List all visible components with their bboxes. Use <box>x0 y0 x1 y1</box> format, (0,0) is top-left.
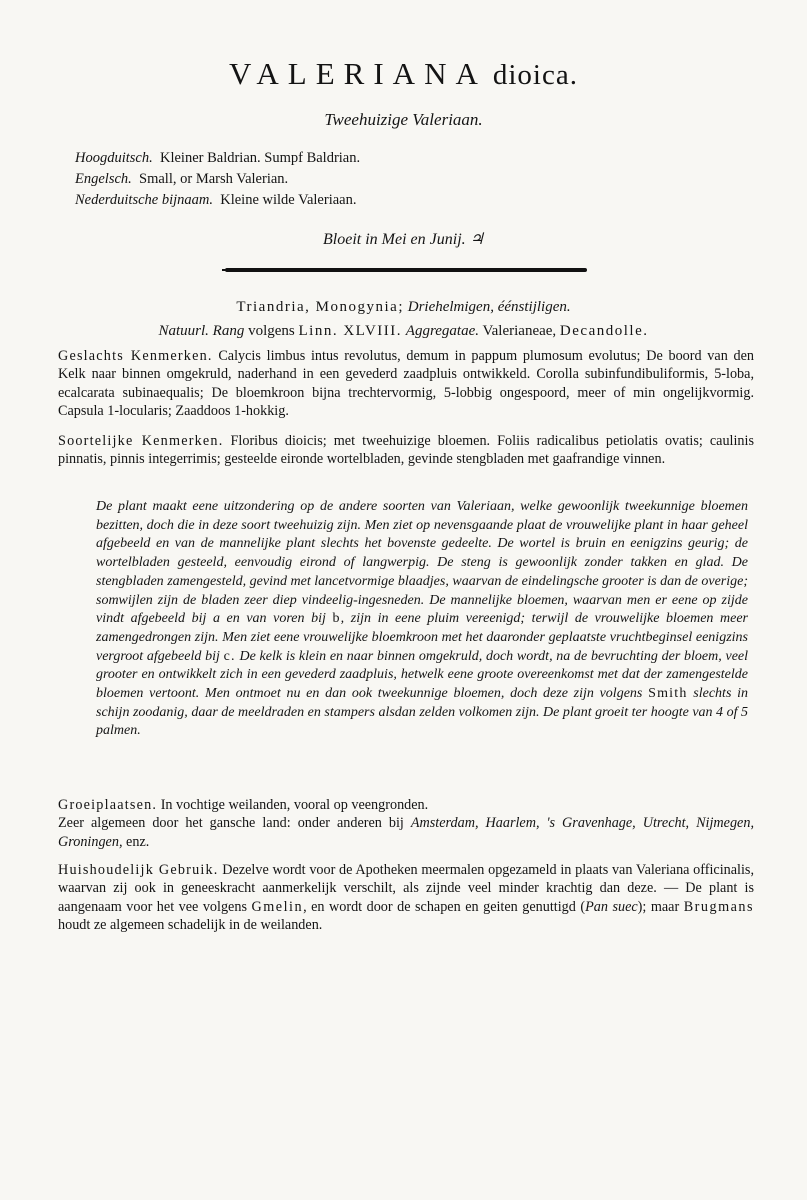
genus-characters-heading: Geslachts Kenmerken. <box>58 348 213 364</box>
dutch-common-name: Tweehuizige Valeriaan. <box>324 110 483 129</box>
classification <box>0 295 807 343</box>
natural-order-text: volgens <box>248 323 295 339</box>
name-line-dutch <box>75 190 675 211</box>
language-label: Nederduitsche bijnaam. <box>75 192 213 208</box>
economic-use-text-1: Dezelve wordt voor de Apotheken meermalen opgezameld in plaats van Valeriana officinalis, waarvan zij ook in geneeskracht aanmerkelijk verschilt, als zijnde veel minder krachtig dan deze. — De plant is aangenaam voor het vee volgens <box>58 862 754 915</box>
economic-use <box>58 861 754 935</box>
linnaean-class-dutch: Driehelmigen, éénstijligen. <box>407 299 571 315</box>
genus-name: VALERIANA <box>229 56 487 91</box>
reference-pan-suec: Pan suec <box>585 898 638 915</box>
divider-rule-tip <box>222 269 228 271</box>
name-line-german <box>75 148 675 169</box>
name-text: Kleiner Baldrian. Sumpf Baldrian. <box>159 150 361 166</box>
classification-line-2 <box>0 319 807 343</box>
note-part-2: , zijn in eene pluim vereenigd; terwijl de vrouwelijke bloemen meer zamengedrongen zijn. Men ziet eene vrouwelijke bloemkroon met het daaronder geplaatste vruchtbeginsel eenigzins vergroot afgebeeld bij <box>96 611 749 664</box>
bloom-period: Bloeit in Mei en Junij. ♃ <box>323 231 484 248</box>
author-gmelin: Gmelin <box>251 898 304 915</box>
language-label: Hoogduitsch. <box>75 150 153 166</box>
natural-order-label: Natuurl. Rang <box>158 323 245 339</box>
natural-order-linn: Linn. XLVIII. <box>298 323 403 339</box>
habitat-heading: Groeiplaatsen. <box>58 797 158 813</box>
vernacular-names <box>75 148 675 211</box>
natural-order-author: Decandolle. <box>559 323 649 339</box>
linnaean-class: Triandria, Monogynia; <box>236 299 404 315</box>
natural-order-aggregatae: Aggregatae. <box>405 323 479 339</box>
name-text: Small, or Marsh Valerian. <box>139 171 289 187</box>
economic-use-text-3: ); maar <box>637 898 680 915</box>
economic-use-text-4: houdt ze algemeen schadelijk in de weilanden. <box>58 917 323 934</box>
habitat-range: Zeer algemeen door het gansche land: onder anderen bij <box>58 815 404 832</box>
economic-use-heading: Huishoudelijk Gebruik. <box>58 862 219 878</box>
species-name: dioica. <box>492 59 578 91</box>
species-characters-text: Floribus dioicis; met tweehuizige bloemen. Foliis radicalibus petiolatis ovatis; caulinis pinnatis, pinnis integerrimis; gesteelde eironde wortelbladen, gevinde stengbladen met gaafrandige vinnen. <box>58 433 754 468</box>
habitat <box>58 796 754 851</box>
habitat-text: In vochtige weilanden, vooral op veengronden. <box>160 797 429 813</box>
species-characters-heading: Soortelijke Kenmerken. <box>58 433 224 449</box>
page-title <box>0 56 807 92</box>
language-label: Engelsch. <box>75 171 132 187</box>
note-part-3: De kelk is klein en naar binnen omgekruld, doch wordt, na de bevruchting der bloem, veel grooter en ontwikkelt zich in een gevederd zaadpluis, hetwelk eene groote overeenkomst met dat der zamengestelde bloemen vertoont. Men ontmoet nu en dan ook tweekunnige bloemen, doch deze zijn volgens <box>96 648 749 702</box>
genus-characters-text: Calycis limbus intus revolutus, demum in pappum plumosum evolutus; De boord van den Kelk naar binnen omgekruld, naderhand in een gevederd zaadpluis ontwikkeld. Corolla subinfundibuliformis, 5-loba, ecalcarata subinaequalis; De bloemkroon bijna trechtervormig, 5-lobbig ongespoord, meer of min ongelijkvormig. Capsula 1-locularis; Zaaddoos 1-hokkig. <box>58 348 754 420</box>
figure-letter-b: b <box>332 611 341 627</box>
natural-order-family: Valerianeae, <box>482 323 557 339</box>
habitat-etc: enz. <box>126 833 150 850</box>
genus-characters <box>58 347 754 421</box>
economic-use-text-2: , en wordt door de schapen en geiten genuttigd ( <box>303 898 586 915</box>
habitat-places: Amsterdam, Haarlem, 's Gravenhage, Utrecht, Nijmegen, Groningen, <box>58 815 754 850</box>
author-smith: Smith <box>648 686 688 702</box>
species-characters <box>58 432 754 469</box>
description-note <box>96 498 748 741</box>
name-line-english <box>75 169 675 190</box>
name-text: Kleine wilde Valeriaan. <box>220 192 357 208</box>
classification-line-1 <box>0 295 807 319</box>
figure-letter-c: c. <box>223 648 236 664</box>
note-part-1: De plant maakt eene uitzondering op de andere soorten van Valeriaan, welke gewoonlijk tweekunnige bloemen bezitten, doch die in deze soort tweehuizig zijn. Men ziet op nevensgaande plaat de vrouwelijke plant in haar geheel afgebeeld en van de mannelijke plant slechts het bovenste gedeelte. De wortel is bruin en eenigzins geurig; de wortelbladen gesteeld, eenvoudig eirond of langwerpig. De steng is gewoonlijk zonder takken en glad. De stengbladen zamengesteld, gevind met lancetvormige blaadjes, waarvan de eindelingsche grooter is dan de overige; somwijlen zijn de bladen zeer diep vindeelig-ingesneden. De mannelijke bloemen, waarvan men er eene op zijde vindt afgebeeld bij a en van voren bij <box>96 499 748 627</box>
note-part-4: slechts in schijn zoodanig, daar de meeldraden en stampers alsdan zelden volkomen zijn. De plant groeit ter hoogte van 4 of 5 palmen. <box>96 686 748 739</box>
author-brugmans: Brugmans <box>683 898 755 915</box>
divider-rule <box>225 268 587 272</box>
